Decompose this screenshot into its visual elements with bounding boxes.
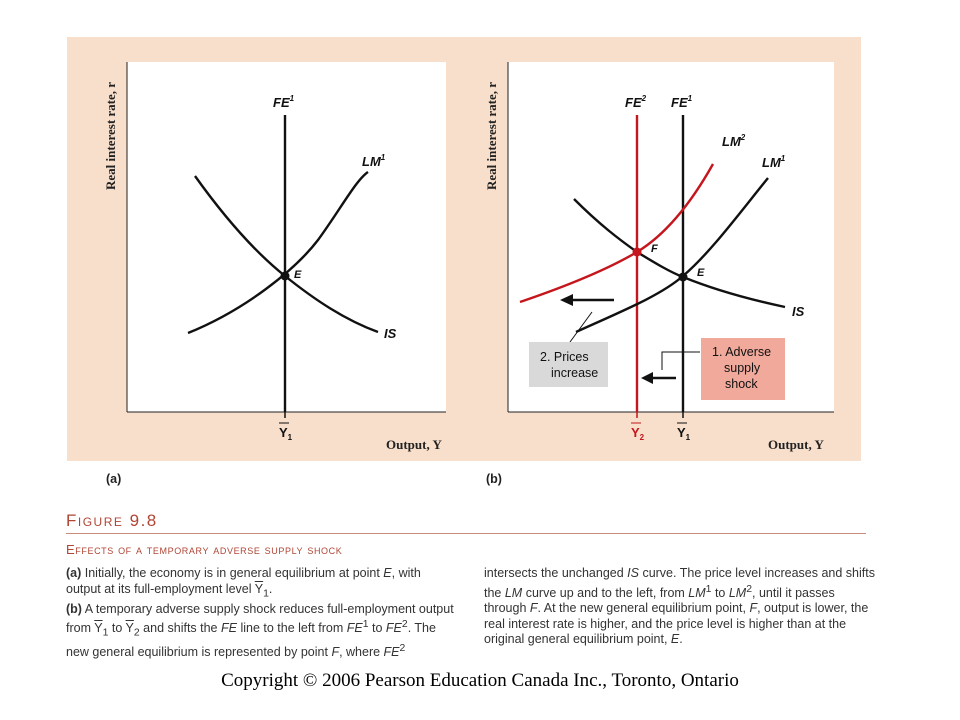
panel-b-point-f xyxy=(633,248,642,257)
panel-b-y2-label: $Y_2$ xyxy=(631,425,645,442)
panel-b-lm1-label: $LM^1$ xyxy=(762,154,786,170)
panel-b-point-e-label: E xyxy=(697,267,705,279)
panel-a xyxy=(103,62,446,452)
panel-b-is-label: IS xyxy=(792,304,805,319)
panel-b-x-axis-label: Output, Y xyxy=(768,437,824,452)
figure-label: Figure 9.8 xyxy=(66,511,158,530)
panel-b-shock-line2: supply xyxy=(724,361,761,375)
panel-b-tag: (b) xyxy=(486,472,502,486)
panel-b-shock-line1: 1. Adverse xyxy=(712,345,772,359)
caption-right-column xyxy=(484,566,876,648)
caption-paragraph-a: (a) Initially, the economy is in general equilibrium at point E, with output at its full-employment level $\overline{Y}_1$. xyxy=(66,566,421,599)
caption-paragraph-continued: intersects the unchanged IS curve. The price level increases and shifts the LM curve up and to the left, from $LM^1$ to $LM^2$, until it passes through F. At the new general equilibrium point, F, output is lower, the real interest rate is higher, and the price level is higher than at the original general equilibrium point, E. xyxy=(484,566,875,647)
panel-b-y1-label: $Y_1$ xyxy=(677,425,691,442)
panel-b-fe2-label: $FE^2$ xyxy=(625,94,647,110)
panel-a-plot-area xyxy=(127,62,446,412)
panel-b xyxy=(484,62,834,452)
panel-a-y1-label: $Y_1$ xyxy=(279,425,293,442)
panel-b-point-f-label: F xyxy=(651,243,658,255)
panel-a-is-label: IS xyxy=(384,326,397,341)
panel-b-y-axis-label: Real interest rate, r xyxy=(484,81,499,190)
panel-b-prices-line2: increase xyxy=(551,366,599,380)
copyright-notice: Copyright © 2006 Pearson Education Canada Inc., Toronto, Ontario xyxy=(221,670,739,691)
panel-a-y-axis-label: Real interest rate, r xyxy=(103,81,118,190)
caption-paragraph-b: (b) A temporary adverse supply shock reduces full-employment output from $\overline{Y}_1$ to $\overline{Y}_2$ and shifts the FE line to the left from $FE^1$ to $FE^2$. The new general equilibrium is represented by point F, where $FE^2$ xyxy=(66,601,454,660)
panel-b-prices-box xyxy=(529,342,608,387)
panel-a-point-e-label: E xyxy=(294,269,302,281)
figure-rule xyxy=(66,533,866,534)
panel-b-prices-line1: 2. Prices xyxy=(540,350,589,364)
panel-a-point-e xyxy=(281,272,290,281)
panel-a-lm1-label: $LM^1$ xyxy=(362,153,386,169)
panel-a-x-axis-label: Output, Y xyxy=(386,437,442,452)
panel-a-tag: (a) xyxy=(106,472,122,486)
panel-b-shock-line3: shock xyxy=(725,377,758,391)
panel-b-fe1-label: $FE^1$ xyxy=(671,94,693,110)
panel-a-fe1-label: $FE^1$ xyxy=(273,94,295,110)
caption-left-column xyxy=(66,566,458,661)
figure-title: Effects of a temporary adverse supply shock xyxy=(66,542,343,557)
panel-b-lm2-label: $LM^2$ xyxy=(722,133,746,149)
panel-b-point-e xyxy=(679,273,688,282)
